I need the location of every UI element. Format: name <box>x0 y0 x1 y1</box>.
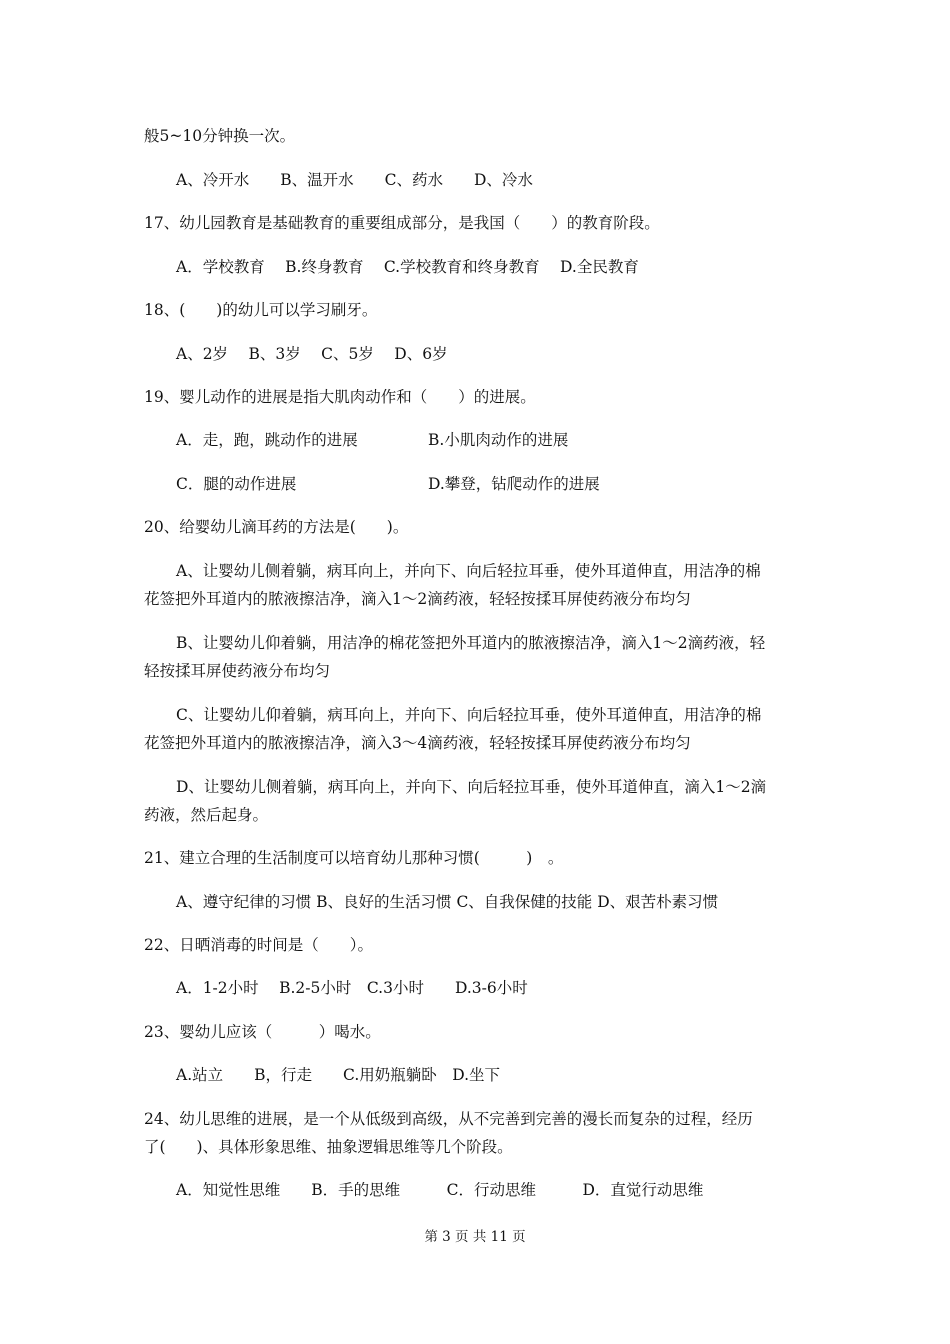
question-24-options: A．知觉性思维 B．手的思维 C．行动思维 D．直觉行动思维 <box>176 1181 704 1199</box>
question-19-option-d: D.攀登，钻爬动作的进展 <box>428 475 600 493</box>
question-20-option-d-line1: D、让婴幼儿侧着躺，病耳向上，并向下、向后轻拉耳垂，使外耳道伸直，滴入1～2滴 <box>176 778 767 796</box>
question-24-line2: 了( )、具体形象思维、抽象逻辑思维等几个阶段。 <box>144 1138 513 1156</box>
question-20-option-a-line1: A、让婴幼儿侧着躺，病耳向上，并向下、向后轻拉耳垂，使外耳道伸直，用洁净的棉 <box>176 562 761 580</box>
continuation-options: A、冷开水 B、温开水 C、药水 D、冷水 <box>176 171 533 189</box>
question-20-option-d-line2: 药液，然后起身。 <box>144 806 269 824</box>
question-20-option-c-line1: C、让婴幼儿仰着躺，病耳向上，并向下、向后轻拉耳垂，使外耳道伸直，用洁净的棉 <box>176 706 762 724</box>
question-18: 18、( )的幼儿可以学习刷牙。 <box>144 301 378 319</box>
question-20: 20、给婴幼儿滴耳药的方法是( )。 <box>144 518 409 536</box>
question-19-option-b: B.小肌肉动作的进展 <box>428 431 569 449</box>
question-23-options: A.站立 B，行走 C.用奶瓶躺卧 D.坐下 <box>176 1066 501 1084</box>
question-24-line1: 24、幼儿思维的进展，是一个从低级到高级，从不完善到完善的漫长而复杂的过程，经历 <box>144 1110 753 1128</box>
question-22-options: A．1-2小时 B.2-5小时 C.3小时 D.3-6小时 <box>176 979 528 997</box>
question-17: 17、幼儿园教育是基础教育的重要组成部分，是我国（ ）的教育阶段。 <box>144 214 660 232</box>
page-footer: 第 3 页 共 11 页 <box>424 1229 526 1245</box>
question-20-option-a-line2: 花签把外耳道内的脓液擦洁净，滴入1～2滴药液，轻轻按揉耳屏使药液分布均匀 <box>144 590 691 608</box>
question-17-options: A．学校教育 B.终身教育 C.学校教育和终身教育 D.全民教育 <box>176 258 639 276</box>
question-22: 22、日晒消毒的时间是（ ）。 <box>144 936 373 954</box>
question-19: 19、婴儿动作的进展是指大肌肉动作和（ ）的进展。 <box>144 388 536 406</box>
question-19-option-a: A．走，跑，跳动作的进展 <box>176 431 358 449</box>
question-21: 21、建立合理的生活制度可以培育幼儿那种习惯( ) 。 <box>144 849 564 867</box>
question-19-option-c: C．腿的动作进展 <box>176 475 297 493</box>
question-20-option-b-line2: 轻按揉耳屏使药液分布均匀 <box>144 662 331 680</box>
question-21-options: A、遵守纪律的习惯 B、良好的生活习惯 C、自我保健的技能 D、艰苦朴素习惯 <box>176 893 719 911</box>
question-18-options: A、2岁 B、3岁 C、5岁 D、6岁 <box>176 345 448 363</box>
question-20-option-c-line2: 花签把外耳道内的脓液擦洁净，滴入3～4滴药液，轻轻按揉耳屏使药液分布均匀 <box>144 734 691 752</box>
question-23: 23、婴幼儿应该（ ）喝水。 <box>144 1023 381 1041</box>
question-20-option-b-line1: B、让婴幼儿仰着躺，用洁净的棉花签把外耳道内的脓液擦洁净，滴入1～2滴药液，轻 <box>176 634 766 652</box>
continuation-line: 般5~10分钟换一次。 <box>144 127 296 145</box>
